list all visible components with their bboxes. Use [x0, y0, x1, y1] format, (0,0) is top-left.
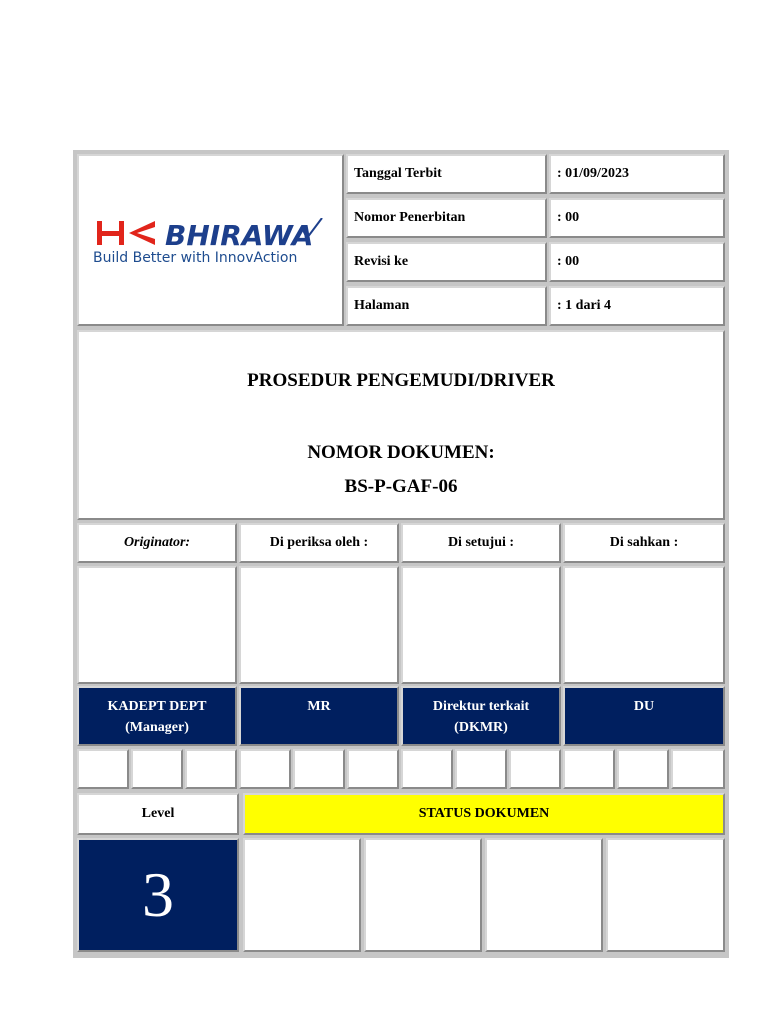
- logo-tagline: Build Better with InnovAction: [93, 250, 298, 266]
- role-direktur-line2: (DKMR): [454, 720, 508, 735]
- date-box: [77, 749, 129, 789]
- company-logo: [97, 218, 342, 248]
- role-direktur-line1: Direktur terkait: [432, 699, 530, 714]
- signature-box: [401, 566, 561, 684]
- status-box: [243, 838, 361, 952]
- level-value: 3: [77, 838, 239, 952]
- signature-box: [563, 566, 725, 684]
- title-block: [77, 330, 725, 520]
- meta-value-halaman: : 1 dari 4: [549, 286, 725, 326]
- date-box: [401, 749, 453, 789]
- date-box: [509, 749, 561, 789]
- sig-header-originator: Originator:: [77, 523, 237, 563]
- meta-value-tanggal-terbit: : 01/09/2023: [549, 154, 725, 194]
- role-kadept: [77, 686, 237, 746]
- role-mr: [239, 686, 399, 746]
- doc-number: BS-P-GAF-06: [344, 476, 458, 497]
- role-kadept-line2: (Manager): [125, 720, 189, 735]
- sig-header-disetujui: Di setujui :: [401, 523, 561, 563]
- date-box: [239, 749, 291, 789]
- date-box: [671, 749, 725, 789]
- role-mr-line1: MR: [307, 699, 331, 714]
- sig-header-diperiksa: Di periksa oleh :: [239, 523, 399, 563]
- meta-label-halaman: Halaman: [346, 286, 547, 326]
- date-box: [617, 749, 669, 789]
- status-box: [364, 838, 482, 952]
- status-dokumen-label: STATUS DOKUMEN: [243, 793, 725, 835]
- signature-box: [77, 566, 237, 684]
- doc-number-label: NOMOR DOKUMEN:: [307, 442, 495, 463]
- date-box: [455, 749, 507, 789]
- role-direktur: [401, 686, 561, 746]
- meta-label-nomor-penerbitan: Nomor Penerbitan: [346, 198, 547, 238]
- date-box: [185, 749, 237, 789]
- sig-header-disahkan: Di sahkan :: [563, 523, 725, 563]
- role-du: [563, 686, 725, 746]
- meta-value-revisi: : 00: [549, 242, 725, 282]
- meta-label-tanggal-terbit: Tanggal Terbit: [346, 154, 547, 194]
- svg-text:BHIRAWA: BHIRAWA: [165, 219, 314, 248]
- role-kadept-line1: KADEPT DEPT: [107, 699, 207, 714]
- role-du-line1: DU: [633, 699, 655, 714]
- level-label: Level: [77, 793, 239, 835]
- procedure-title: PROSEDUR PENGEMUDI/DRIVER: [247, 370, 555, 391]
- status-box: [606, 838, 725, 952]
- date-box: [563, 749, 615, 789]
- date-box: [131, 749, 183, 789]
- meta-label-revisi: Revisi ke: [346, 242, 547, 282]
- meta-value-nomor-penerbitan: : 00: [549, 198, 725, 238]
- status-box: [485, 838, 603, 952]
- signature-box: [239, 566, 399, 684]
- logo-cell: [77, 154, 344, 326]
- date-box: [347, 749, 399, 789]
- date-box: [293, 749, 345, 789]
- document-header-table: [73, 150, 729, 958]
